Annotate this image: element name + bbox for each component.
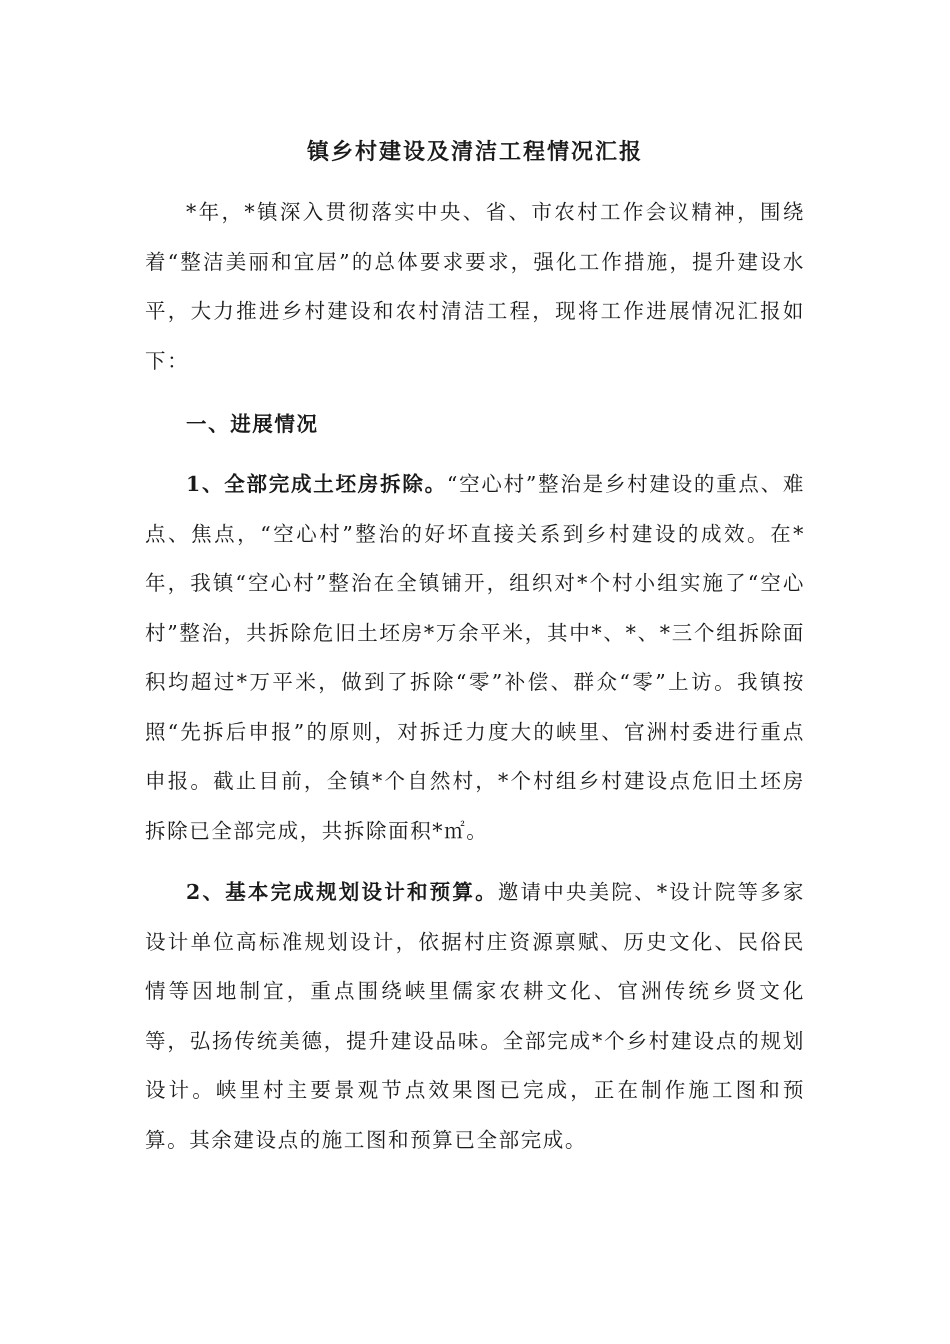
item-1-paragraph — [145, 460, 805, 856]
item-1-lead: 1、全部完成土坯房拆除。 — [186, 472, 447, 496]
intro-paragraph: *年，*镇深入贯彻落实中央、省、市农村工作会议精神，围绕着“整洁美丽和宜居”的总体要求要求，强化工作措施，提升建设水平，大力推进乡村建设和农村清洁工程，现将工作进展情况汇报如下： — [145, 200, 805, 373]
item-1-body: “空心村”整治是乡村建设的重点、难点、焦点，“空心村”整治的好坏直接关系到乡村建设的成效。在*年，我镇“空心村”整治在全镇铺开，组织对*个村小组实施了“空心村”整治，共拆除危旧土坯房*万余平米，其中*、*、*三个组拆除面积均超过*万平米，做到了拆除“零”补偿、群众“零”上访。我镇按照“先拆后申报”的原则，对拆迁力度大的峡里、官洲村委进行重点申报。截止目前，全镇*个自然村，*个村组乡村建设点危旧土坯房拆除已全部完成，共拆除面积*㎡。 — [145, 472, 805, 843]
item-2-lead: 2、基本完成规划设计和预算。 — [186, 880, 498, 904]
item-2-paragraph — [145, 868, 805, 1165]
section-heading-progress: 一、进展情况 — [186, 412, 319, 436]
document-title: 镇乡村建设及清洁工程情况汇报 — [306, 139, 643, 165]
item-2-body: 邀请中央美院、*设计院等多家设计单位高标准规划设计，依据村庄资源禀赋、历史文化、民俗民情等因地制宜，重点围绕峡里儒家农耕文化、官洲传统乡贤文化等，弘扬传统美德，提升建设品味。全部完成*个乡村建设点的规划设计。峡里村主要景观节点效果图已完成，正在制作施工图和预算。其余建设点的施工图和预算已全部完成。 — [145, 880, 805, 1152]
